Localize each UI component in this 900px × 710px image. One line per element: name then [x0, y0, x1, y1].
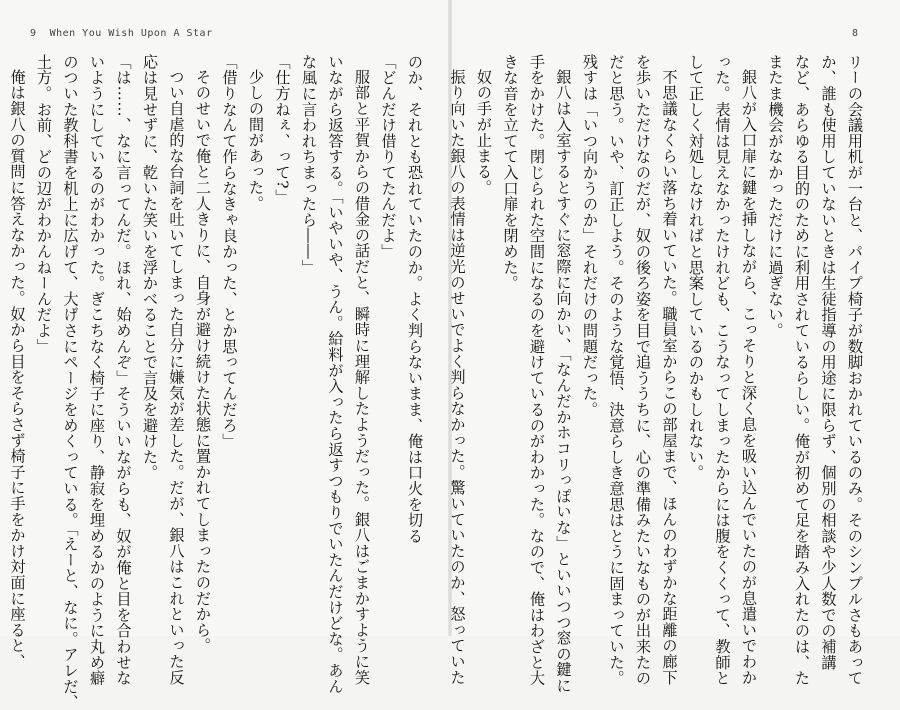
book-title: When You Wish Upon A Star: [49, 28, 213, 39]
dialogue-line: 「は……、なに言ってんだ。ほれ、始めんぞ」そういいながらも、奴が俺と目を合わせな: [114, 54, 133, 686]
text-line: きな音を立てて入口扉を閉めた。: [501, 54, 520, 291]
text-line: つい自虐的な台詞を吐いてしまった自分に嫌気が差した。だが、銀八はこれといった反: [167, 69, 186, 686]
text-line: を歩いただけなのだが、奴の後ろ姿を目で追ううちに、心の準備みたいなものが出来たの: [634, 54, 652, 686]
text-line: いながら返答する。「いやいや、うん。給料が入ったら返すつもりでいたんだけどな。あん: [326, 54, 345, 695]
text-line: そのせいで俺と二人きりに、自身が避け続けた状態に置かれてしまったのだから。: [194, 69, 212, 654]
text-line: いようにしているのがわかった。ぎこちなく椅子に座り、静寂を埋めるかのように丸め癖: [88, 54, 106, 686]
text-line: 不思議なくらい落ち着いていた。職員室からこの部屋まで、ほんのわずかな距離の廊下: [660, 69, 679, 686]
running-head: [30, 28, 213, 39]
text-line: のか、それとも恐れていたのか。よく判らないまま、俺は口火を切る: [406, 54, 424, 544]
dialogue-line: 「どんだけ借りてたんだよ」: [379, 54, 398, 260]
text-line: か、誰も使用していないときは生徒指導の用途に限らず、個別の相談や少人数での補講: [819, 54, 838, 671]
text-line: して正しく対処しなければと思案しているのかもしれない。: [687, 54, 705, 481]
text-line: 服部と平賀からの借金の話だと、瞬時に理解したようだった。銀八はごまかすように笑: [353, 69, 371, 686]
text-line: リーの会議用机が一台と、パイプ椅子が数脚おかれているのみ。そのシンプルさもあって: [846, 54, 864, 686]
right-page-text: [448, 54, 868, 694]
dialogue-line: 「借りなんて作らなきゃ良かった、とか思ってんだろ」: [220, 54, 239, 449]
text-line: 残すは「いつ向かうのか」それだけの問題だった。: [581, 54, 599, 418]
text-line: など、あらゆる目的のために利用されているらしい。俺が初めて足を踏み入れたのは、た: [793, 54, 811, 686]
text-line: 銀八が入口扉に鍵を挿しながら、こっそりと深く息を吸い込んでいたのが息遣いでわか: [740, 69, 758, 686]
text-line: のついた教科書を机上に広げて、大げさにページをめくっている。「えーと、なに。アレだ、: [61, 54, 80, 710]
text-line: 少しの間があった。: [247, 69, 265, 212]
left-page-text: [8, 54, 428, 710]
text-line: 俺は銀八の質問に答えなかった。奴から目をそらさず椅子に手をかけ対面に座ると、: [8, 69, 27, 670]
text-line: った。表情は見えなかったけれども、こうなってしまったからには腹をくくって、教師と: [713, 54, 732, 686]
text-line: 奴の手が止まる。: [475, 69, 493, 196]
text-line: またま機会がなかっただけに過ぎない。: [766, 54, 785, 339]
dialogue-line: 「仕方ねぇ、って?」: [273, 54, 292, 205]
text-line: な風に言われちまったら――」: [300, 54, 318, 276]
text-line: 手をかけた。閉じられた空間になるのを避けているのがわかった。なので、俺はわざと大: [528, 54, 546, 686]
text-line: 振り向いた銀八の表情は逆光のせいでよく判らなかった。驚いていたのか、怒っていた: [448, 69, 467, 686]
text-line: 土方。お前、どの辺がわかんねーんだよ」: [35, 54, 53, 355]
left-page-number: 9: [30, 28, 37, 39]
text-line: 銀八は入室するとすぐに窓際に向かい、「なんだかホコリっぽいな」といいつつ窓の鍵に: [554, 69, 573, 694]
text-line: だと思う。いや、訂正しよう。そのような覚悟、決意らしき意思はとうに固まっていた。: [607, 54, 626, 686]
right-page-number: 8: [852, 28, 859, 39]
text-line: 応は見せずに、乾いた笑いを浮かべることで言及を避けた。: [141, 54, 159, 481]
